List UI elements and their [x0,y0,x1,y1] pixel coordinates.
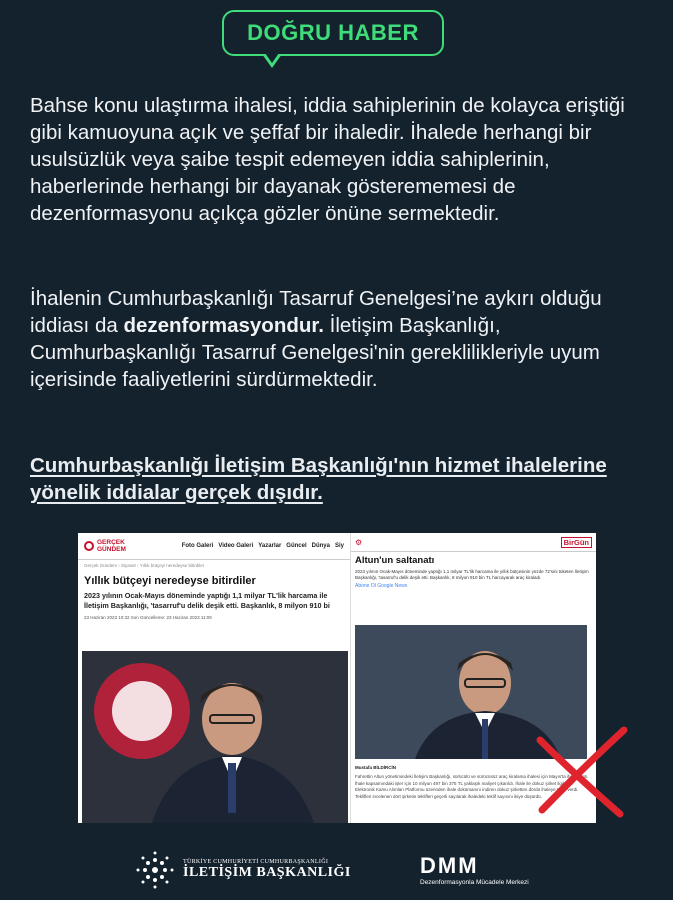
article-lead: 2023 yılının Ocak-Mayıs döneminde yaptığı 1,1 milyar TL'lik harcama ile yıllık bütçesinin yüzde 72'sini tüketen İletişim Başkanlığı, 'tasarruf'u delik deşik etti. Başkanlık, 8 milyon 910 bin TL harcayarak araç kiraladı. [355,569,589,580]
news-screenshots [78,533,595,823]
headline: Cumhurbaşkanlığı İletişim Başkanlığı'nın hizmet ihalelerine yönelik iddialar gerçek dışıdır. [30,454,607,504]
settings-icon: ⚙ [355,537,363,547]
gercek-gundem-logo: GERÇEK GÜNDEM [84,539,131,553]
google-news-link: Abone Ol Google News [355,583,408,589]
dogru-haber-badge [222,10,448,80]
article-body: Fahrettin Altun yönetimindeki İletişim Başkanlığı, sürücülü ve sürücüsüz araç kiralama ihalesi için Mayıs'ta ihale yaptı. İhale kapsamındaki işler için 10 milyon 497 bin 375 TL yaklaşık maliyet çıkarıldı. İhale ile dokuz şirket ilgilendi. Elektronik Kamu Alımları Platformu üzerinden ihale dokümanını indiren dokuz şirketten dördü ihaleye teklif verdi. Teklifleri incelenen dört şirketin teklifleri geçerli sayılarak ihaledeki teklif sayısını ikiye düşürdü. [355,774,589,799]
org-small-text: TÜRKİYE CUMHURİYETİ CUMHURBAŞKANLIĞI [183,859,329,865]
paragraph-1: Bahse konu ulaştırma ihalesi, iddia sahiplerinin de kolayca eriştiği gibi kamuoyuna açık ve şeffaf bir ihaledir. İhalede herhangi bir usulsüzlük veya şaibe tespit edemeyen iddia sahiplerinin, haberlerinde herhangi bir dayanak gösterememesi de dezenformasyonu açıkça gözler önüne sermektedir. [30,94,625,225]
dmm-text: DMM [420,853,479,878]
paragraph-2-bold: dezenformasyondur. [123,314,324,337]
dmm-subtitle: Dezenformasyonla Mücadele Merkezi [420,879,529,886]
article-lead: 2023 yılının Ocak-Mayıs döneminde yaptığı 1,1 milyar TL'lik harcama ile İletişim Başkanlığı, 'tasarruf'u delik deşik etti. Başkanlık, 8 milyon 910 bi [84,591,330,610]
article-photo [82,651,348,823]
org-name: İLETİŞİM BAŞKANLIĞI [183,865,351,880]
red-cross-icon [532,722,632,822]
article-title: Altun'un saltanatı [355,555,435,566]
badge-label: DOĞRU HABER [247,20,419,45]
dmm-logo [420,855,550,886]
emblem-icon [135,850,175,890]
photo-caption: Mustafa BİLDİRCİN [355,765,397,770]
iletisim-baskanligi-logo [135,850,351,890]
article-meta: 23 Haziran 2023 10:32 Son Güncelleme: 23 Haziran 2023 11:09 [84,615,212,620]
article-title: Yıllık bütçeyi neredeyse bitirdiler [84,575,256,587]
paragraph-2: İhalenin Cumhurbaşkanlığı Tasarruf Genelgesi’ne aykırı olduğu iddiası da dezenformasyondur. İletişim Başkanlığı, Cumhurbaşkanlığı Tasarruf Genelgesi'nin gereklilikleriyle uyum içerisinde faaliyetlerini sürdürmektedir. [30,287,602,391]
screenshot-gercek-gundem [78,533,350,823]
breadcrumb: Gerçek Gündem › Siyaset › Yıllık bütçeyi neredeyse bitirdiler [84,563,205,568]
site-nav: Foto Galeri Video Galeri Yazarlar Güncel Dünya Siy [181,543,344,549]
birgun-logo: BirGün [561,537,592,548]
